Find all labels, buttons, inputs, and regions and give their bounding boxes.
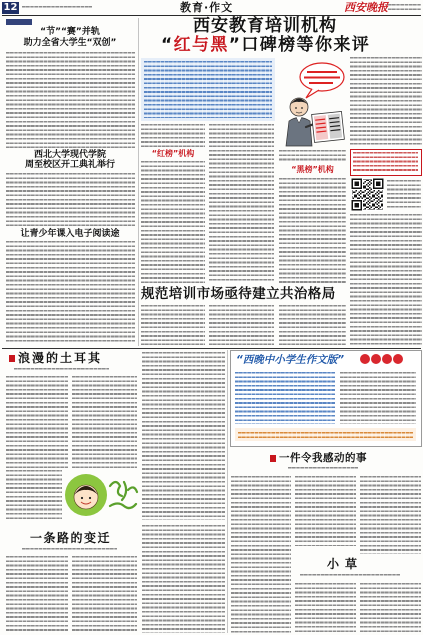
feature-cartoon-illustration (277, 57, 347, 147)
article-body-text (6, 556, 68, 633)
brief-2-body (6, 173, 135, 226)
banner-info-text (235, 372, 335, 424)
black-list-subhead: “黑榜”机构 (291, 165, 334, 174)
headline-rest: ”口碑榜等你来评 (228, 35, 371, 55)
qr-caption-text (387, 180, 421, 208)
section-headline: 规范培训市场亟待建立共治格局 (141, 286, 336, 302)
article-title-touching-event: 一件令我感动的事 (279, 452, 367, 464)
feature-col-a-text-top (141, 124, 205, 147)
column-logo-illustration (64, 470, 140, 520)
brief-3-title: 让青少年课入电子阅读途 (20, 229, 120, 239)
article-body-text (360, 476, 421, 554)
article-body-text (142, 352, 225, 520)
logo-swash (110, 482, 137, 508)
article-title-little-grass: 小草 (327, 557, 364, 571)
banner-info-text (340, 372, 416, 424)
cartoon-person (286, 98, 314, 146)
article-body-text (295, 583, 356, 633)
header-edition-text (388, 4, 421, 11)
article-title-romantic-turkey: 浪漫的土耳其 (18, 351, 103, 365)
dateline-text (22, 6, 92, 8)
column-divider (227, 350, 228, 633)
article-marker-icon (9, 355, 15, 362)
briefs-tag (6, 19, 32, 25)
brief-2-title-line2: 周至校区开工典礼举行 (24, 160, 115, 170)
qr-code-icon (351, 178, 384, 211)
feature-col-b-text (209, 124, 274, 283)
feature-col-d-text-top (350, 57, 422, 146)
contact-info-text (353, 152, 418, 172)
speech-bubble (300, 63, 344, 98)
column-divider (138, 18, 139, 346)
feature-headline-line2 (161, 36, 370, 55)
brief-3-body (6, 241, 135, 344)
banner-badge-icon (393, 354, 403, 364)
banner-badge-icon (382, 354, 392, 364)
article-title-road-change: 一条路的变迁 (30, 531, 112, 545)
article-body-text (295, 476, 356, 546)
banner-badge-icon (360, 354, 370, 364)
red-list-subhead: “红榜”机构 (151, 149, 195, 158)
rating-board (312, 111, 345, 142)
article-body-text (72, 556, 137, 633)
banner-highlight-text (238, 432, 413, 438)
masthead-logo: 西安晚报 (344, 1, 388, 14)
article-body-text (6, 470, 62, 520)
page-number: 12 (3, 2, 18, 13)
composition-banner-title: “西晚中小学生作文版” (236, 354, 345, 366)
brief-1-title-line1: “节”“赛”并轨 (40, 27, 100, 37)
article-body-text (142, 525, 225, 633)
article-byline (288, 467, 358, 469)
feature-col-d-text (350, 214, 422, 345)
feature-col-a-text (141, 161, 205, 283)
feature-col-c-text (279, 178, 346, 283)
feature-intro-text (144, 61, 272, 118)
article-body-text (6, 376, 68, 468)
article-byline (14, 368, 109, 370)
headline-highlight: 红与黑 (173, 35, 229, 55)
article-body-text (72, 376, 137, 468)
section-col-c-text (279, 305, 346, 345)
section-col-b-text (209, 305, 274, 345)
section-title: 教育·作文 (180, 1, 234, 14)
section-col-a-text (141, 305, 205, 345)
article-body-text (231, 476, 291, 633)
kid-face-icon (65, 474, 107, 516)
brief-2-title-line1: 西北大学现代学院 (33, 150, 106, 160)
brief-1-body (6, 52, 135, 148)
article-marker-icon (270, 455, 276, 462)
article-body-text (360, 583, 421, 633)
brief-1-title-line2: 助力全省大学生“双创” (23, 38, 117, 48)
feature-col-c-text-top (279, 150, 346, 162)
banner-badge-icon (371, 354, 381, 364)
feature-headline-line1: 西安教育培训机构 (193, 16, 337, 36)
article-byline (300, 574, 400, 576)
headline-open-quote: “ (161, 35, 174, 55)
article-byline (22, 548, 117, 550)
section-divider (2, 348, 421, 349)
